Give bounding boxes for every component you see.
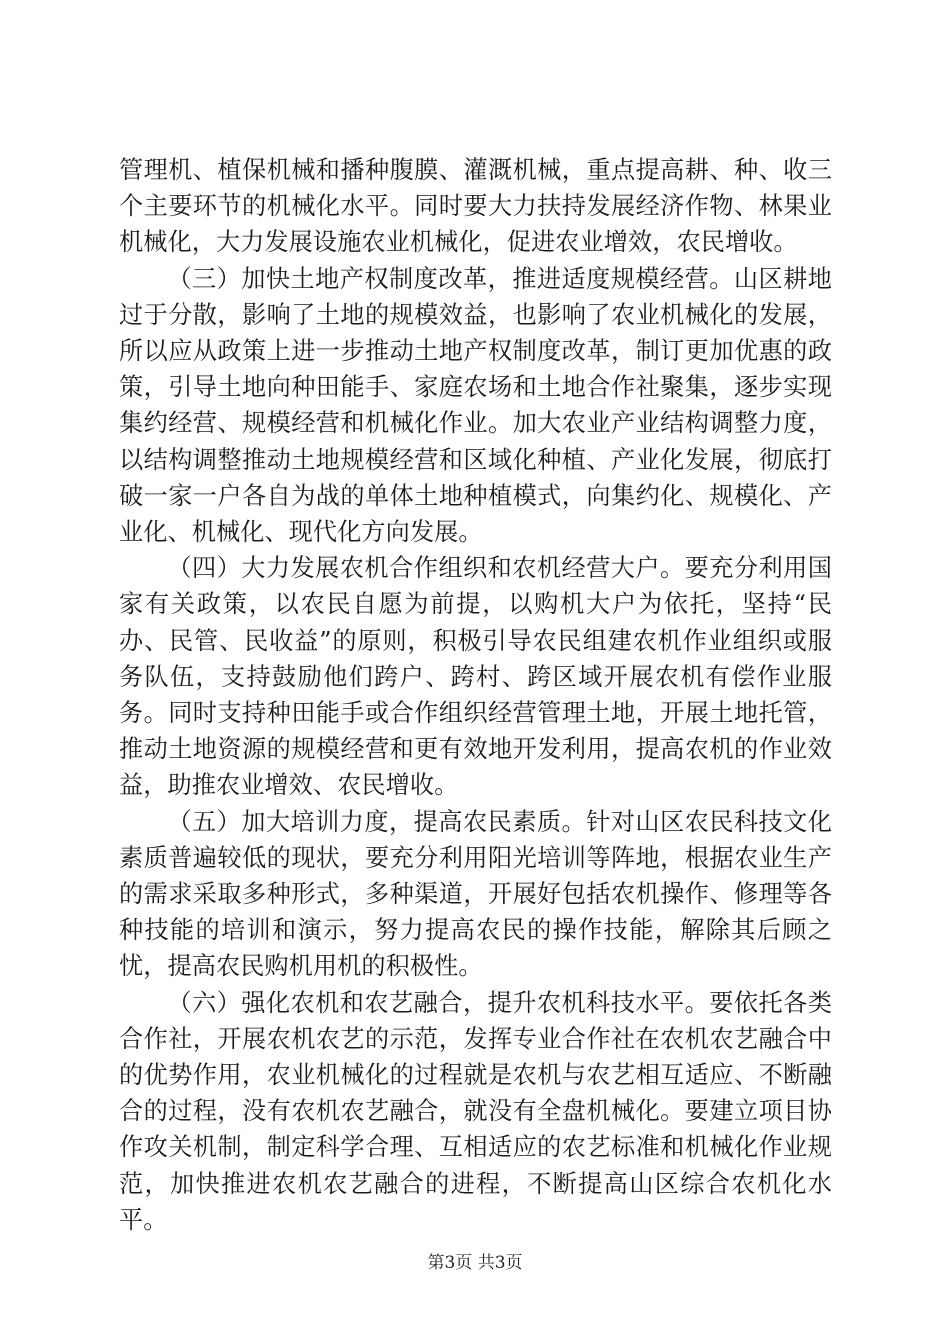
paragraph-cooperatives: （四）大力发展农机合作组织和农机经营大户。要充分利用国家有关政策，以农民自愿为前提，以购机大户为依托，坚持“民办、民管、民收益”的原则，积极引导农民组建农机作业组织或服务队伍，支持鼓励他们跨户、跨村、跨区域开展农机有偿作业服务。同时支持种田能手或合作组织经营管理土地，开展土地托管，推动土地资源的规模经营和更有效地开发利用，提高农机的作业效益，助推农业增效、农民增收。 (119, 554, 832, 800)
paragraph-agro-integration: （六）强化农机和农艺融合，提升农机科技水平。要依托各类合作社，开展农机农艺的示范，发挥专业合作社在农机农艺融合中的优势作用，农业机械化的过程就是农机与农艺相互适应、不断融合的过程，没有农机农艺融合，就没有全盘机械化。要建立项目协作攻关机制，制定科学合理、互相适应的农艺标准和机械化作业规范，加快推进农机农艺融合的进程，不断提高山区综合农机化水平。 (119, 988, 832, 1234)
paragraph-training: （五）加大培训力度，提高农民素质。针对山区农民科技文化素质普遍较低的现状，要充分利用阳光培训等阵地，根据农业生产的需求采取多种形式，多种渠道，开展好包括农机操作、修理等各种技能的培训和演示，努力提高农民的操作技能，解除其后顾之忧，提高农民购机用机的积极性。 (119, 807, 832, 981)
page-footer: 第3页 共3页 (427, 1253, 523, 1273)
document-body (119, 152, 832, 1238)
paragraph-continuation: 管理机、植保机械和播种腹膜、灌溉机械，重点提高耕、种、收三个主要环节的机械化水平。同时要大力扶持发展经济作物、林果业机械化，大力发展设施农业机械化，促进农业增效，农民增收。 (119, 156, 832, 257)
paragraph-land-reform: （三）加快土地产权制度改革，推进适度规模经营。山区耕地过于分散，影响了土地的规模效益，也影响了农业机械化的发展，所以应从政策上进一步推动土地产权制度改革，制订更加优惠的政策，引导土地向种田能手、家庭农场和土地合作社聚集，逐步实现集约经营、规模经营和机械化作业。加大农业产业结构调整力度，以结构调整推动土地规模经营和区域化种植、产业化发展，彻底打破一家一户各自为战的单体土地种植模式，向集约化、规模化、产业化、机械化、现代化方向发展。 (119, 264, 832, 547)
